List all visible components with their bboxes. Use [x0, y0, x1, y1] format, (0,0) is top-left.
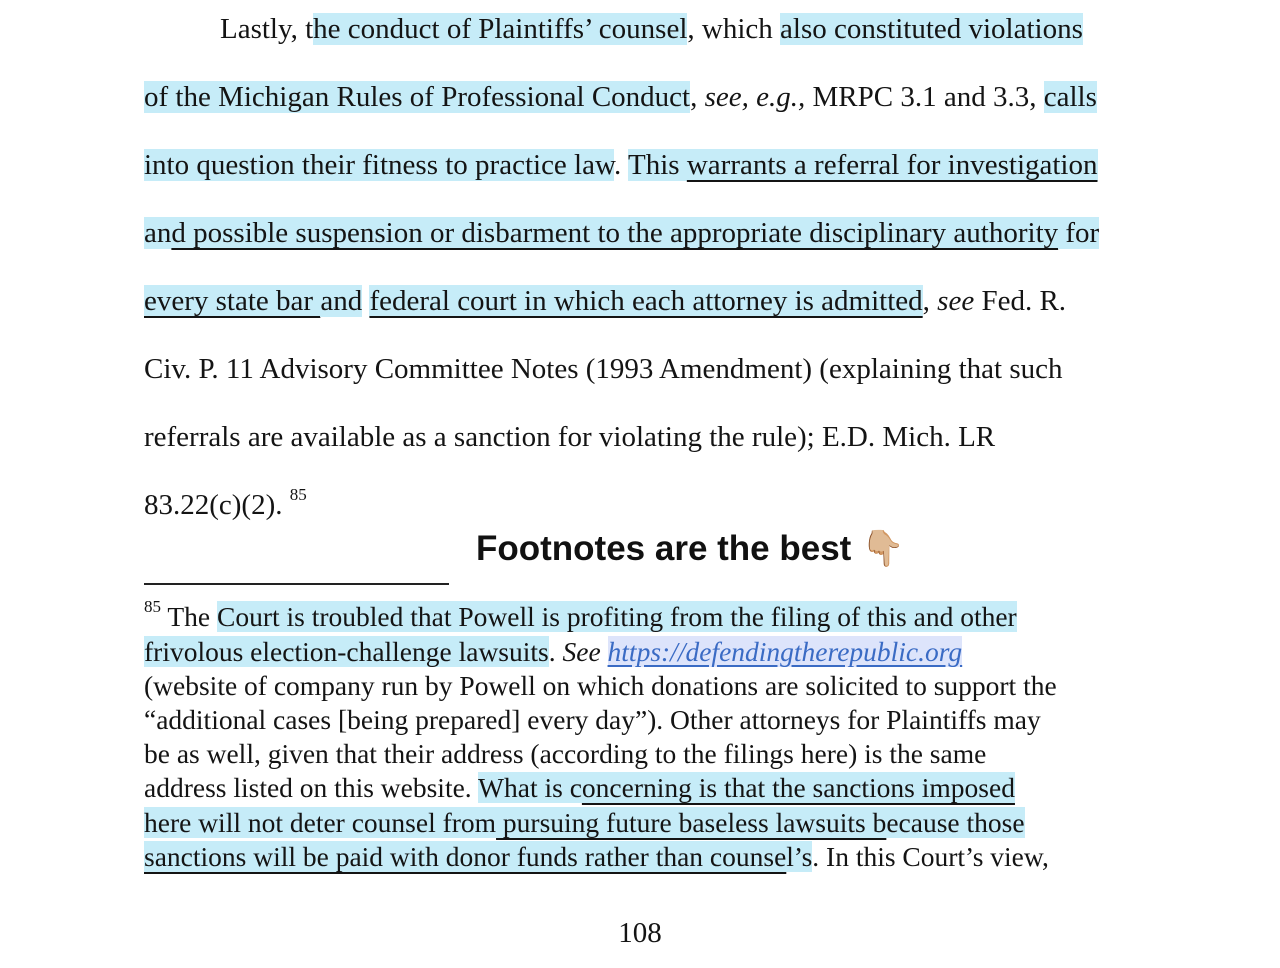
citation-signal: See [562, 636, 601, 667]
body-line-4 [144, 216, 1099, 250]
highlighted-text: also constituted violations [780, 13, 1083, 45]
body-line-5 [144, 284, 1066, 318]
footnote-line-1 [144, 597, 1017, 634]
footnote-line-7 [144, 806, 1025, 840]
caption-overlay [476, 527, 905, 571]
highlighted-underlined-text: sanctions will be paid with donor funds rather than counse [144, 841, 787, 872]
body-text: , [922, 285, 938, 317]
body-line-6: Civ. P. 11 Advisory Committee Notes (1993 Amendment) (explaining that such [144, 353, 1063, 385]
highlighted-text: here will not deter counsel from [144, 807, 497, 838]
footnote-ref[interactable]: 85 [289, 485, 307, 504]
body-text: MRPC 3.1 and 3.3, [805, 81, 1044, 113]
highlighted-underlined-text: federal court in which each attorney is admitted [369, 285, 923, 317]
footnote-line-8 [144, 840, 1049, 874]
footnote-text: . [548, 636, 563, 667]
footnote-text: . In this Court’s view, [812, 841, 1049, 872]
highlighted-underlined-text: pursuing future baseless lawsuits b [496, 807, 887, 838]
highlighted-text: an [144, 217, 172, 249]
body-text: , [690, 81, 705, 113]
pointing-down-icon: 👇🏼 [861, 529, 905, 568]
highlighted-text: into question their fitness to practice law [144, 149, 615, 181]
citation-signal: see, e.g., [704, 81, 806, 113]
body-line-1 [220, 12, 1083, 46]
highlighted-text: calls [1043, 81, 1097, 113]
footnote-line-2 [144, 635, 962, 669]
footnote-separator [144, 583, 449, 585]
highlighted-underlined-text: warrants a referral for investigation [686, 149, 1098, 181]
highlighted-text: he conduct of Plaintiffs’ counsel [313, 13, 688, 45]
footnote-line-3: (website of company run by Powell on which donations are solicited to support the [144, 670, 1057, 701]
footnote-text [601, 636, 608, 667]
highlighted-text: This [628, 149, 687, 181]
body-text: 83.22(c)(2). [144, 489, 283, 521]
body-line-7: referrals are available as a sanction for violating the rule); E.D. Mich. LR [144, 421, 996, 453]
footnote-number: 85 [144, 597, 161, 616]
page-number: 108 [618, 917, 662, 949]
highlighted-text: for [1058, 217, 1100, 249]
footnote-line-5: be as well, given that their address (according to the filings here) is the same [144, 738, 987, 769]
highlighted-text: frivolous election-challenge lawsuits [144, 636, 549, 667]
body-line-8 [144, 485, 307, 522]
highlighted-text: l’s [786, 841, 813, 872]
highlighted-text: What is c [478, 772, 582, 803]
body-text: Fed. R. [974, 285, 1067, 317]
highlighted-text: ecause those [886, 807, 1025, 838]
citation-signal: see [937, 285, 975, 317]
footnote-text: The [161, 601, 218, 632]
highlighted-text: and [320, 285, 363, 317]
caption-text: Footnotes are the best [476, 529, 852, 568]
body-text: , which [687, 13, 781, 45]
website-link[interactable]: https://defendingtherepublic.org [607, 636, 963, 667]
highlighted-text: Court is troubled that Powell is profiting from the filing of this and other [217, 601, 1017, 632]
highlighted-text: of the Michigan Rules of Professional Conduct [144, 81, 691, 113]
body-text: Lastly, t [220, 13, 314, 45]
highlighted-underlined-text: every state bar [144, 285, 321, 317]
highlighted-underlined-text: oncerning is that the sanctions imposed [581, 772, 1015, 803]
body-text: . [614, 149, 629, 181]
highlighted-underlined-text: d possible suspension or disbarment to the appropriate disciplinary authority [171, 217, 1059, 249]
footnote-text: address listed on this website. [144, 772, 479, 803]
body-line-2 [144, 80, 1097, 114]
footnote-line-4: “additional cases [being prepared] every day”). Other attorneys for Plaintiffs may [144, 704, 1041, 735]
body-line-3 [144, 148, 1098, 182]
footnote-line-6 [144, 771, 1015, 805]
